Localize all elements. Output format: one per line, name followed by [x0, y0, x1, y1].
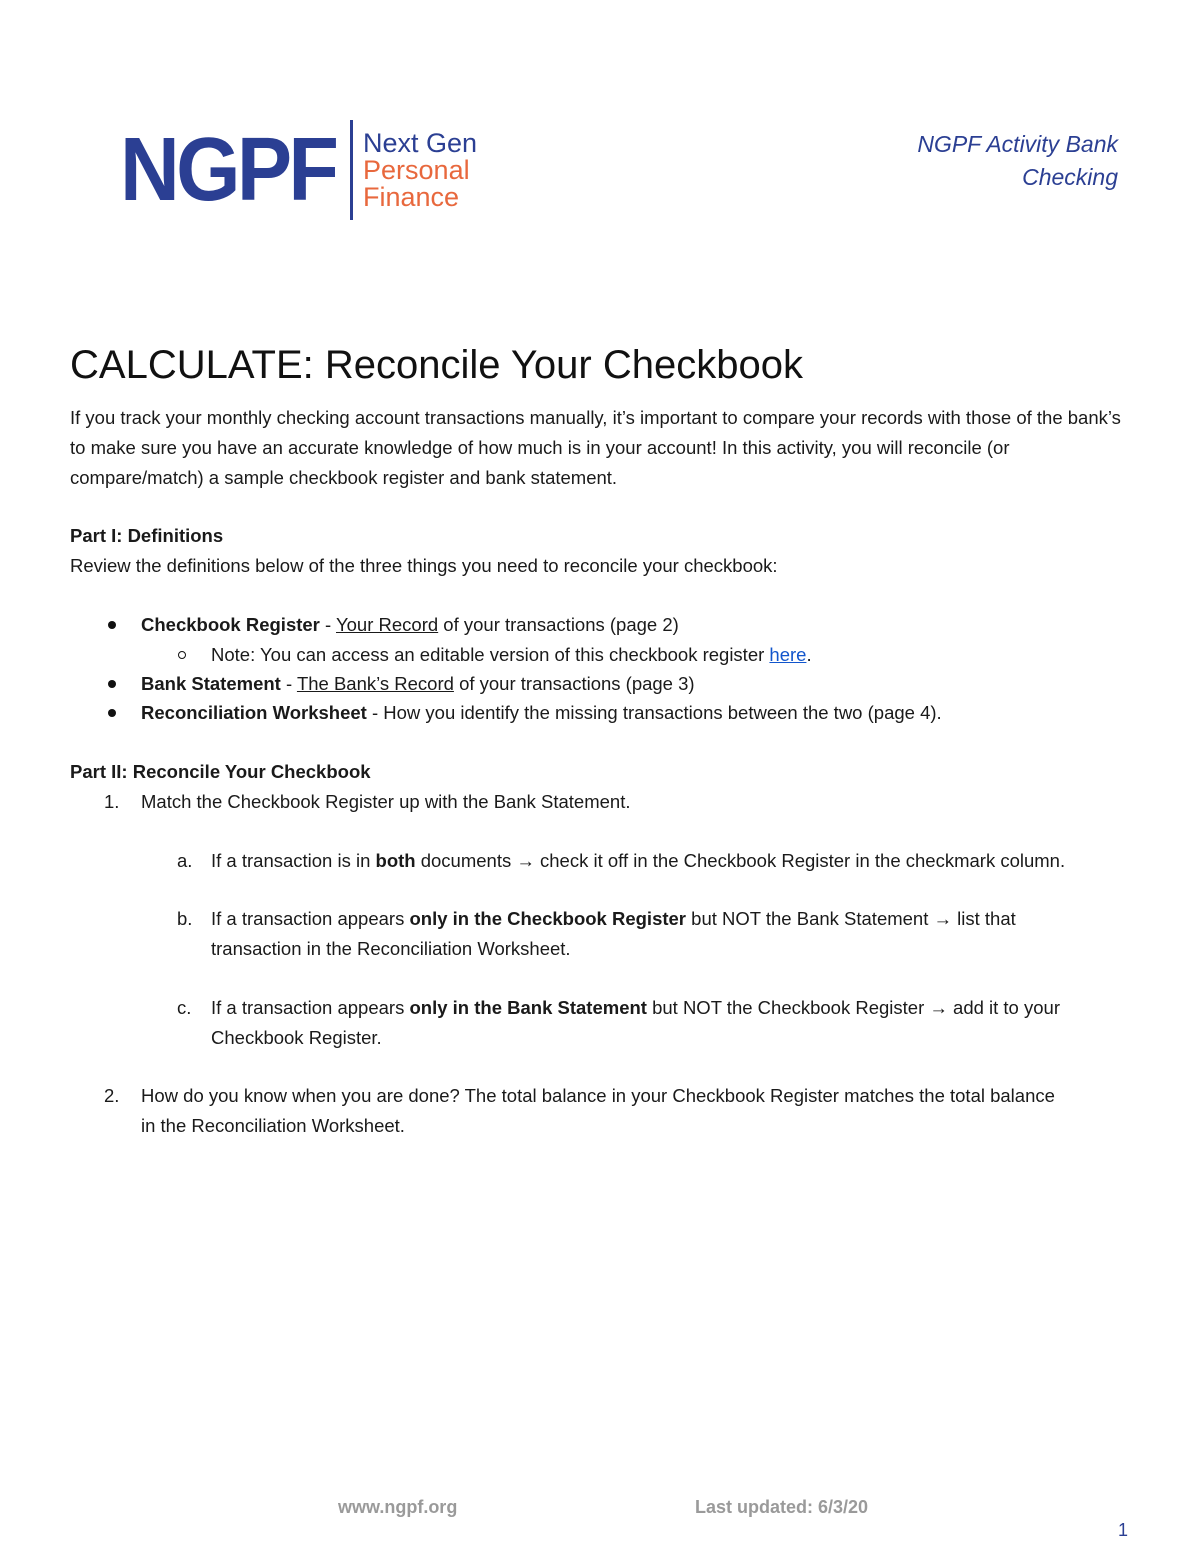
definition-checkbook-register: Checkbook Register - Your Record of your transactions (page 2)	[141, 614, 679, 635]
logo-line-3: Finance	[363, 181, 460, 212]
step-2-number: 2.	[104, 1085, 120, 1106]
footer-website: www.ngpf.org	[338, 1497, 458, 1517]
logo-line-1: Next Gen	[363, 127, 478, 158]
activity-label-line-2: Checking	[1022, 164, 1118, 190]
step-1-text: Match the Checkbook Register up with the Bank Statement.	[141, 791, 631, 812]
step-1-number: 1.	[104, 791, 120, 812]
definition-reconciliation-worksheet: Reconciliation Worksheet - How you identify the missing transactions between the two (page 4).	[141, 702, 942, 723]
bullet-icon	[108, 709, 116, 717]
bullet-icon	[108, 680, 116, 688]
bullet-icon	[108, 621, 116, 629]
logo-wordmark	[363, 127, 478, 212]
sub-bullet-icon	[178, 651, 186, 659]
logo-divider	[350, 120, 353, 220]
part1-lead: Review the definitions below of the three things you need to reconcile your checkbook:	[70, 555, 778, 576]
step-2-text: How do you know when you are done? The total balance in your Checkbook Register matches the total balance	[141, 1085, 1055, 1106]
activity-label-line-1: NGPF Activity Bank	[917, 131, 1118, 157]
step-2-text-line-2: in the Reconciliation Worksheet.	[141, 1115, 405, 1136]
part2-heading: Part II: Reconcile Your Checkbook	[70, 761, 371, 782]
sub-step-b-letter: b.	[177, 908, 193, 929]
sub-step-a-text: If a transaction is in both documents → check it off in the Checkbook Register in the checkmark column.	[211, 850, 1066, 871]
sub-step-b-text: If a transaction appears only in the Checkbook Register but NOT the Bank Statement → list that	[211, 908, 1016, 929]
footer-last-updated: Last updated: 6/3/20	[695, 1497, 869, 1517]
intro-paragraph: If you track your monthly checking account transactions manually, it’s important to compare your records with those of the bank’s to make sure you have an accurate knowledge of how much is in your account! In this activity, you will reconcile (or compare/match) a sample checkbook register and bank statement.	[70, 407, 1121, 488]
sub-step-a-letter: a.	[177, 850, 193, 871]
editable-register-link[interactable]: here	[769, 644, 807, 665]
sub-step-b-text-line-2: transaction in the Reconciliation Worksheet.	[211, 938, 571, 959]
logo-mark: NGPF	[120, 120, 336, 220]
activity-label	[917, 128, 1118, 194]
sub-step-c-letter: c.	[177, 997, 192, 1018]
logo-line-2: Personal	[363, 154, 470, 185]
page-title: CALCULATE: Reconcile Your Checkbook	[70, 343, 803, 387]
sub-step-c-text-line-2: Checkbook Register.	[211, 1027, 382, 1048]
definition-bank-statement: Bank Statement - The Bank’s Record of your transactions (page 3)	[141, 673, 695, 694]
page-number: 1	[1117, 1520, 1128, 1540]
editable-register-note: Note: You can access an editable version of this checkbook register here.	[211, 644, 812, 665]
ngpf-logo	[120, 118, 477, 222]
part1-heading: Part I: Definitions	[70, 525, 224, 546]
sub-step-c-text: If a transaction appears only in the Bank Statement but NOT the Checkbook Register → add it to your	[211, 997, 1060, 1018]
